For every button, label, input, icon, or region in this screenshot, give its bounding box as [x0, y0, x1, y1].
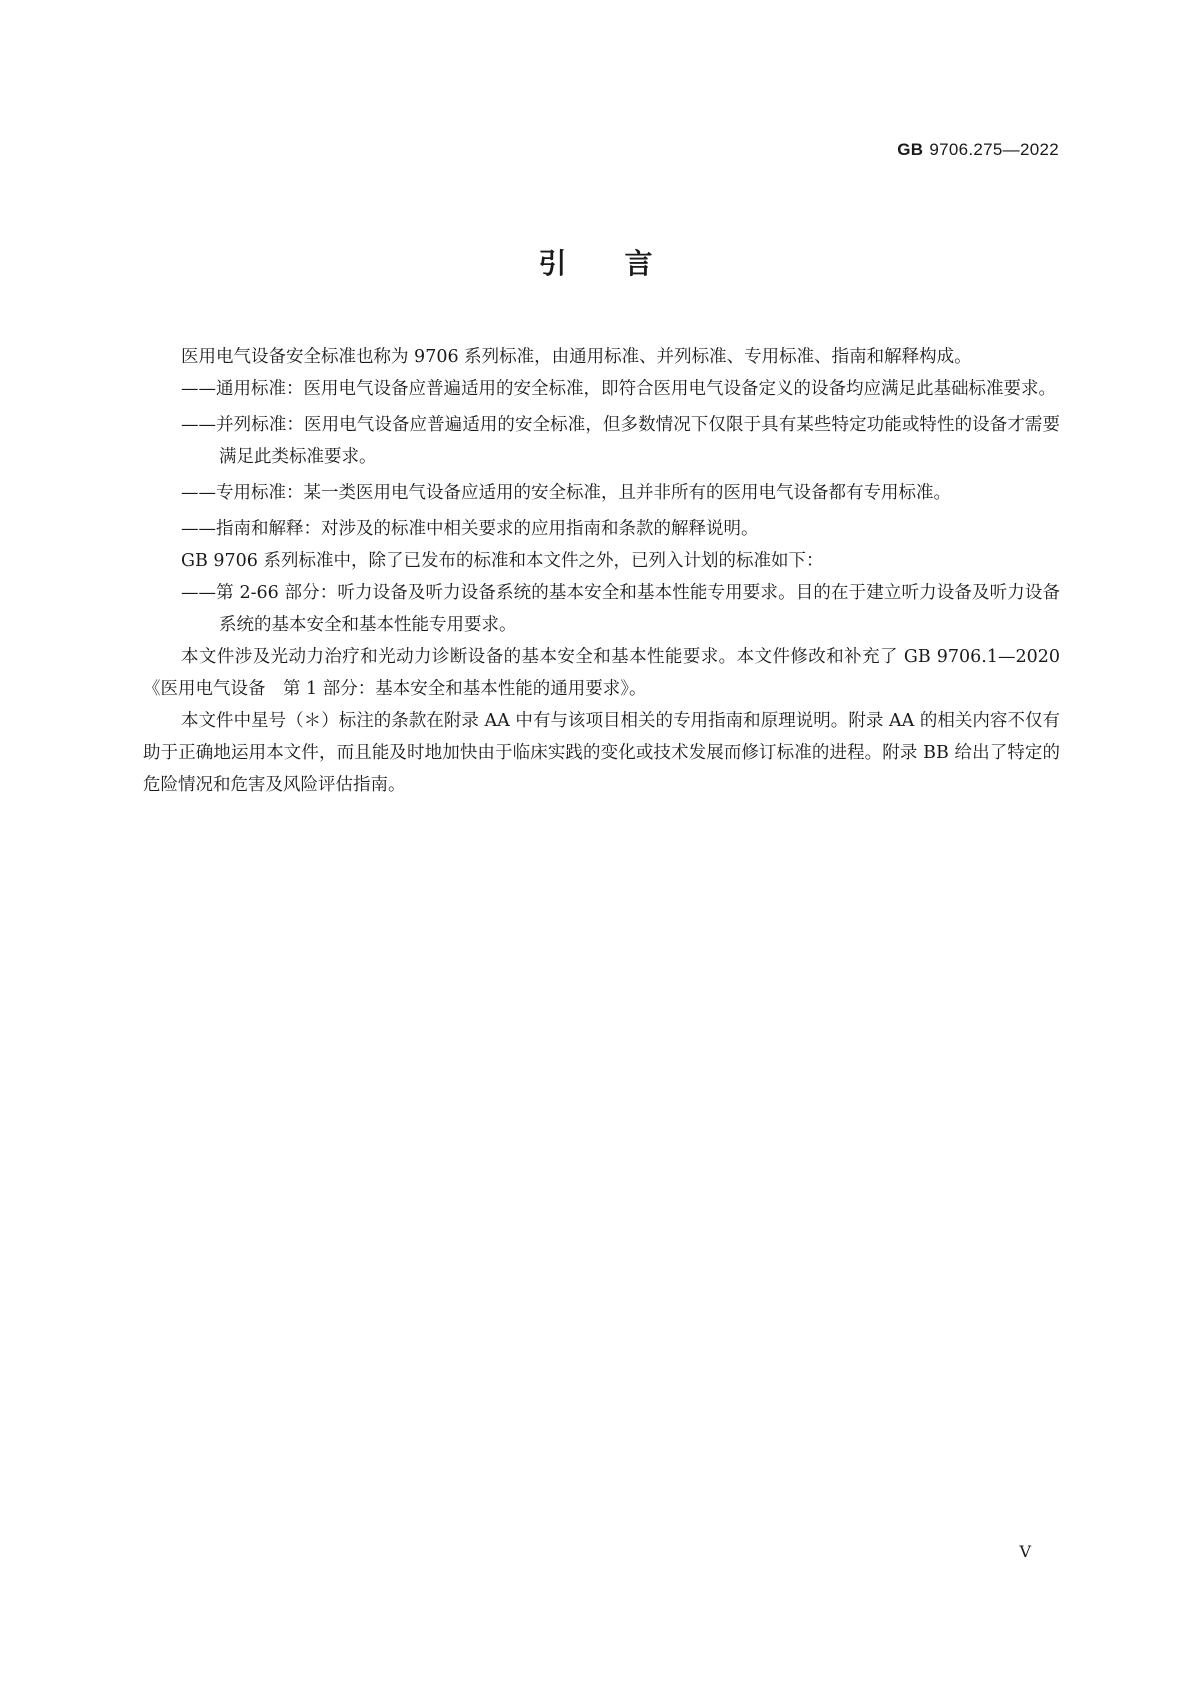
list-item-part-2-66: ——第 2-66 部分：听力设备及听力设备系统的基本安全和基本性能专用要求。目的在于建立听力设备及听力设备系统的基本安全和基本性能专用要求。 [181, 583, 1060, 635]
page-title: 引言 [538, 247, 711, 280]
standard-code [897, 140, 1059, 160]
standard-prefix: GB [897, 140, 924, 159]
scope-paragraph: 本文件涉及光动力治疗和光动力诊断设备的基本安全和基本性能要求。本文件修改和补充了 GB 9706.1—2020《医用电气设备 第 1 部分：基本安全和基本性能的通用要求》。 [143, 647, 1060, 699]
standard-number: 9706.275—2022 [929, 140, 1059, 159]
introduction-body [143, 341, 1060, 801]
planned-standards-paragraph: GB 9706 系列标准中，除了已发布的标准和本文件之外，已列入计划的标准如下： [181, 551, 824, 571]
list-item-general-standard: ——通用标准：医用电气设备应普遍适用的安全标准，即符合医用电气设备定义的设备均应满足此基础标准要求。 [181, 379, 1056, 399]
page-number: V [1019, 1542, 1031, 1561]
list-item-particular-standard: ——专用标准：某一类医用电气设备应适用的安全标准，且并非所有的医用电气设备都有专用标准。 [181, 483, 951, 503]
annex-paragraph: 本文件中星号（＊）标注的条款在附录 AA 中有与该项目相关的专用指南和原理说明。附录 AA 的相关内容不仅有助于正确地运用本文件，而且能及时地加快由于临床实践的变化或技术发展而修订标准的进程。附录 BB 给出了特定的危险情况和危害及风险评估指南。 [143, 711, 1060, 795]
intro-paragraph: 医用电气设备安全标准也称为 9706 系列标准，由通用标准、并列标准、专用标准、指南和解释构成。 [181, 347, 972, 367]
list-item-guidance: ——指南和解释：对涉及的标准中相关要求的应用指南和条款的解释说明。 [181, 519, 759, 539]
list-item-collateral-standard: ——并列标准：医用电气设备应普遍适用的安全标准，但多数情况下仅限于具有某些特定功能或特性的设备才需要满足此类标准要求。 [181, 415, 1060, 467]
